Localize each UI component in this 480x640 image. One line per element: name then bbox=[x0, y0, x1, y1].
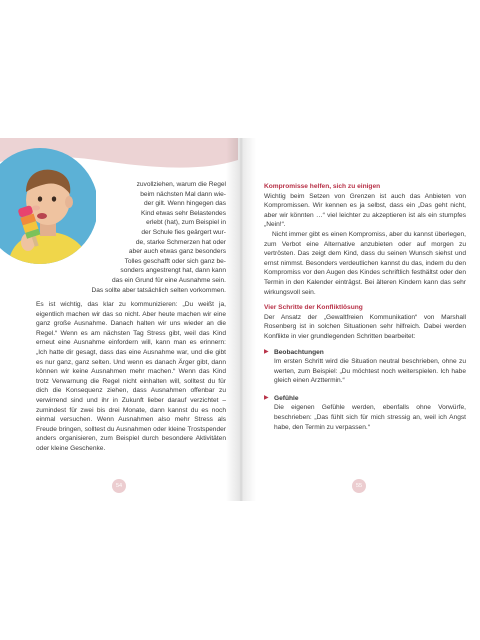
steps-list bbox=[264, 348, 466, 433]
triangle-right-icon: ▶ bbox=[264, 348, 269, 355]
book-gutter-shadow bbox=[226, 138, 256, 501]
text-line: zuvollziehen, warum die Regel bbox=[136, 181, 226, 188]
text-line: sonders angestrengt hat, dann kann bbox=[120, 267, 226, 275]
left-body-paragraph: Es ist wichtig, das klar zu kommunizieren: „Du weißt ja, eigentlich machen wir das so nicht. Aber heute machen wir eine ganz große Ausnahme. Danach halten wir uns wieder an die Regel.“ Wenn es am nächsten Tag Stress gibt, weil das Kind erneut eine Ausnahme einfordern will, kann man es erinnern: „Ich hatte dir gesagt, dass das eine Ausnahme war, und die gibt es nur ganz, ganz selten. Und wenn es danach Ärger gibt, dann können wir keine Ausnahmen mehr machen.“ Wenn das Kind trotz Verwarnung die Regel nicht einhalten will, solltest du für dich die Konsequenz ziehen, dass Ausnahmen offenbar zu verwirrend sind und ihr in Zukunft lieber darauf verzichtet – zumindest für zwei bis drei Monate, dann kannst du es noch einmal versuchen. Wenn Ausnahmen also mehr Stress als Freude bringen, solltest du Ausnahmen oder kleine Trostspender anders organisieren, zum Beispiel durch besondere Aktivitäten oder kleine Geschenke. bbox=[36, 301, 226, 452]
left-page bbox=[0, 138, 238, 501]
step-title: Beobachtungen bbox=[274, 348, 324, 356]
step-text: Die eigenen Gefühle werden, ebenfalls ohne Vorwürfe, beschrieben: „Das fühlt sich für mich stressig an, weil ich Angst habe, den Termin zu verpassen.“ bbox=[274, 404, 466, 431]
page-number-left: 54 bbox=[112, 479, 126, 493]
text-line: Tolles geschafft oder sich ganz be- bbox=[124, 257, 226, 265]
paragraph: Nicht immer gibt es einen Kompromiss, aber du kannst überlegen, zum Verbot eine Alternative anzubieten oder auf morgen zu vertrösten. Das zeigt dem Kind, dass du seinen Wunsch siehst und ernst nimmst. Besonders verdeutlichen kannst du das, indem du den Kompromiss vor den Augen des Kindes schriftlich festhältst oder den Termin in den Kalender einträgst. Bei älteren Kindern kann das sehr wirkungsvoll sein. bbox=[264, 230, 466, 296]
text-line: beim nächsten Mal dann wie- bbox=[140, 190, 226, 198]
text-line: der gilt. Wenn hingegen das bbox=[144, 200, 226, 208]
step-title: Gefühle bbox=[274, 394, 299, 402]
text-line: aber auch etwas ganz besonders bbox=[128, 248, 226, 256]
right-column bbox=[264, 182, 466, 440]
text-line: das ein Grund für eine Ausnahme sein. bbox=[112, 276, 226, 284]
book-spread bbox=[0, 138, 480, 501]
left-wrapped-text bbox=[36, 180, 226, 295]
text-line: der Schule fies geärgert wur- bbox=[141, 228, 226, 236]
right-page bbox=[242, 138, 480, 501]
text-line: Kind etwas sehr Belastendes bbox=[140, 209, 226, 217]
text-line: erlebt (hat), zum Beispiel in bbox=[146, 219, 226, 227]
step-text: Im ersten Schritt wird die Situation neutral beschrieben, ohne zu werten, zum Beispiel: „Du möchtest noch weiterspielen. Ich habe gleich einen Arzttermin.“ bbox=[274, 358, 466, 385]
section-heading-conflict-steps: Vier Schritte der Konfliktlösung bbox=[264, 304, 363, 312]
paragraph: Wichtig beim Setzen von Grenzen ist auch das Anbieten von Kompromissen. Wir kennen es ja selbst, dass ein „Das geht nicht, aber wir könnten …“ viel leichter zu akzeptieren ist als ein stumpfes „Nein!“. bbox=[264, 192, 466, 229]
section-heading-compromise: Kompromisse helfen, sich zu einigen bbox=[264, 183, 381, 190]
list-item bbox=[264, 348, 466, 386]
text-line: Das sollte aber tatsächlich selten vorkommen. bbox=[91, 286, 226, 294]
list-item bbox=[264, 394, 466, 432]
paragraph: Der Ansatz der „Gewaltfreien Kommunikation“ von Marshall Rosenberg ist in solchen Situationen sehr hilfreich. Dabei werden Konflikte in vier grundlegenden Schritten bearbeitet: bbox=[264, 313, 466, 340]
page-number-right: 55 bbox=[352, 479, 366, 493]
triangle-right-icon: ▶ bbox=[264, 394, 269, 401]
text-line: de, starke Schmerzen hat oder bbox=[135, 238, 226, 246]
